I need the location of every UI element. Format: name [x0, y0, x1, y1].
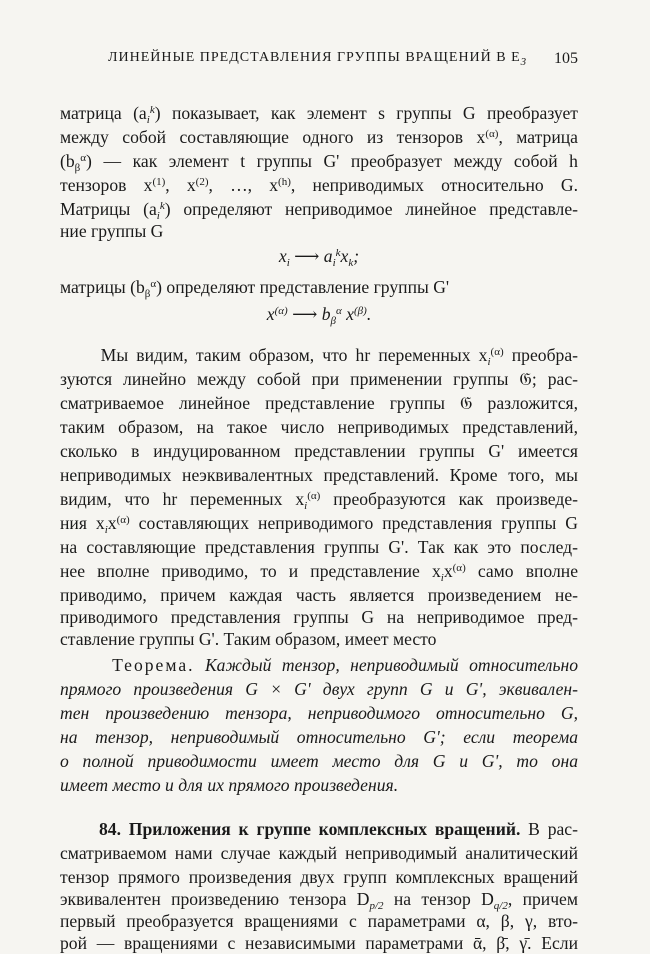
theorem-line: о полной приводимости имеет место для G и G', то она — [60, 751, 578, 771]
theorem-line: имеет место и для их прямого произведения. — [60, 775, 399, 795]
text-line: сколько в индуцированном представлении группы G' имеется — [60, 441, 578, 461]
formula: $x^{(\alpha)}$ ⟶ $b_\beta^\alpha$ $x^{(\beta)}$. — [266, 304, 372, 327]
text-line: $(b_\beta^\alpha)$ — как элемент t группы G' преобразует между собой h — [60, 151, 578, 174]
theorem-line: прямого произведения G × G' двух групп G и G', эквивален- — [60, 679, 578, 699]
theorem-line: тен произведению тензора, неприводимого относительно G, — [60, 703, 578, 723]
text-line: сматриваемом нами случае каждый неприводимый аналитический — [60, 843, 578, 863]
section-heading-line: 84. Приложения к группе комплексных вращений. В рас- — [98, 819, 578, 839]
theorem-label: Теорема. — [112, 655, 195, 675]
text-line: тензоров $x^{(1)}$, $x^{(2)}$, …, $x^{(h)}$, неприводимых относительно G. — [60, 175, 579, 195]
text-line: рой — вращениями с независимыми параметрами ᾱ, β̄, γ̄. Если — [60, 933, 578, 953]
header-title: ЛИНЕЙНЫЕ ПРЕДСТАВЛЕНИЯ ГРУППЫ ВРАЩЕНИЙ В $E_3$ — [108, 50, 528, 68]
text-line: ния $x_ix^{(\alpha)}$ составляющих неприводимого представления группы G — [60, 513, 578, 536]
text-line: матрица $(a_i^k)$ показывает, как элемент s группы G преобразует — [60, 103, 578, 126]
theorem-line: на тензор, неприводимый относительно G'; если теорема — [60, 727, 578, 747]
text-line: эквивалентен произведению тензора $D_{p/2}$ на тензор $D_{q/2}$, причем — [60, 889, 578, 912]
formula: $x_i$ ⟶ $a_i^kx_k$; — [278, 246, 360, 269]
text-line: неприводимых неэквивалентных представлений. Кроме того, мы — [60, 465, 578, 485]
text-line: зуются линейно между собой при применении группы 𝔊; рас- — [60, 369, 578, 389]
section-heading: 84. Приложения к группе комплексных вращений. — [98, 819, 521, 839]
text-line: видим, что hr переменных $x_i^{(\alpha)}$ преобразуются как произведе- — [60, 489, 578, 512]
text-line: нее вполне приводимо, то и представление $x_ix^{(\alpha)}$ само вполне — [60, 561, 578, 584]
running-header — [108, 50, 578, 72]
text-line: Мы видим, таким образом, что hr переменных $x_i^{(\alpha)}$ преобра- — [100, 345, 578, 368]
text-line: приводимо, причем каждая часть является произведением не- — [60, 585, 578, 605]
theorem-line: Теорема. Каждый тензор, неприводимый относительно — [112, 655, 579, 675]
text-line: ставление группы G'. Таким образом, имеет место — [60, 629, 437, 649]
text-line: первый преобразуется вращениями с параметрами α, β, γ, вто- — [60, 911, 578, 931]
text-line: Матрицы $(a_i^k)$ определяют неприводимое линейное представле- — [60, 199, 579, 222]
page-number: 105 — [554, 50, 578, 67]
text-line: сматриваемое линейное представление группы 𝔊 разложится, — [60, 393, 578, 413]
text-line: тензор прямого произведения двух групп комплексных вращений — [60, 867, 578, 887]
text-line: между собой составляющие одного из тензоров $x^{(\alpha)}$, матрица — [60, 127, 578, 147]
text-line: на составляющие представления группы G'. Так как это послед- — [60, 537, 578, 557]
text-line: таким образом, на такое число неприводимых представлений, — [60, 417, 578, 437]
text-line: приводимого представления группы G на неприводимое пред- — [60, 607, 578, 627]
text-line: матрицы $(b_\beta^\alpha)$ определяют представление группы G' — [60, 277, 450, 300]
text-line: ние группы G — [60, 221, 164, 241]
